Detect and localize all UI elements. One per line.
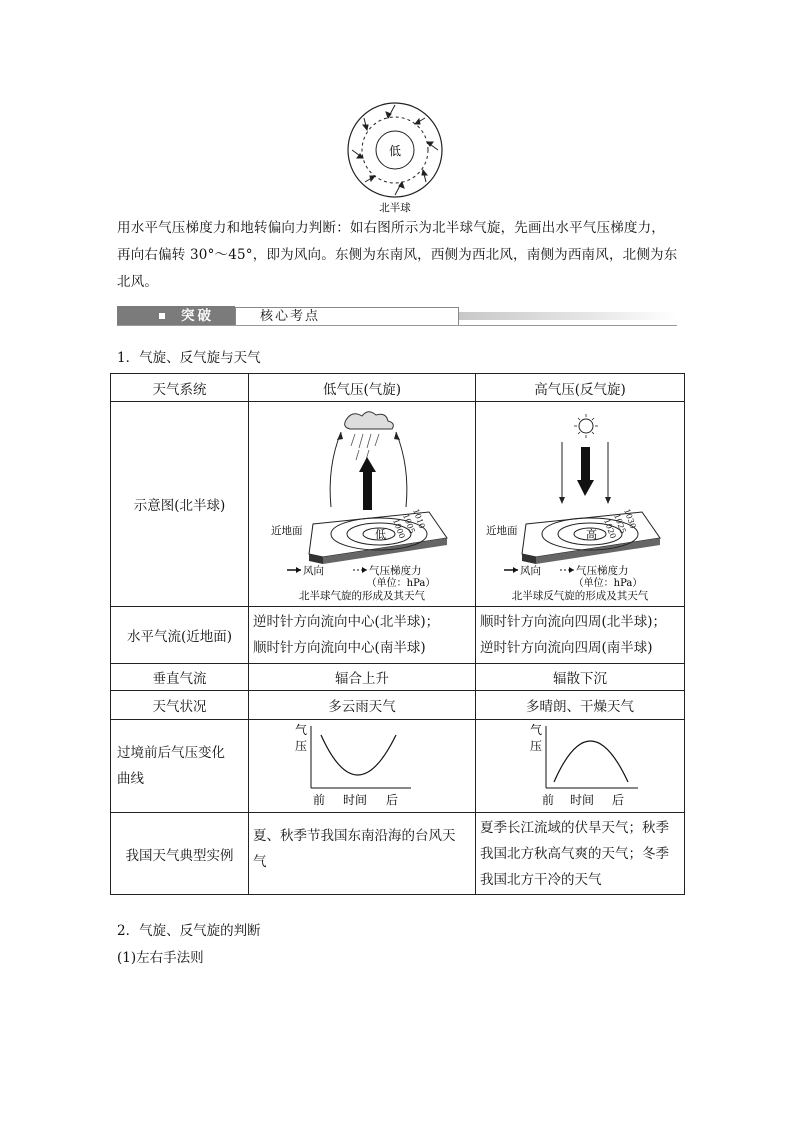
svg-text:北半球反气旋的形成及其天气: 北半球反气旋的形成及其天气 — [511, 590, 648, 602]
weather-table — [110, 373, 685, 895]
svg-text:（单位：hPa）: （单位：hPa） — [573, 578, 642, 589]
high-curve-cell — [476, 720, 685, 813]
svg-text:时间: 时间 — [569, 793, 594, 807]
svg-text:气压梯度力: 气压梯度力 — [369, 565, 422, 577]
svg-text:压: 压 — [529, 739, 542, 753]
example-high-cell: 夏季长江流域的伏旱天气；秋季 我国北方秋高气爽的天气；冬季 我国北方干冷的天气 — [476, 813, 685, 895]
svg-text:后: 后 — [611, 793, 624, 807]
svg-text:低: 低 — [388, 144, 402, 158]
section-banner: 突破 核心考点 — [117, 306, 677, 326]
svg-text:1025: 1025 — [611, 512, 628, 535]
horizontal-low-cell: 逆时针方向流向中心(北半球)； 顺时针方向流向中心(南半球) — [249, 607, 476, 664]
intro-paragraph: 用水平气压梯度力和地转偏向力判断：如右图所示为北半球气旋，先画出水平气压梯度力， 再向右偏转 30°～45°，即为风向。东侧为东南风，西侧为西北风，南侧为西南风，北侧为东 北风。 — [117, 220, 678, 290]
low-pressure-curve — [251, 720, 473, 808]
row-label: 示意图(北半球) — [111, 402, 249, 607]
subsection-title: (1)左右手法则 — [117, 950, 204, 966]
row-label: 天气状况 — [111, 691, 249, 720]
vertical-high-cell: 辐散下沉 — [476, 664, 685, 691]
svg-text:近地面: 近地面 — [271, 525, 303, 537]
low-pressure-diagram-cell — [249, 402, 476, 607]
row-label: 我国天气典型实例 — [111, 813, 249, 895]
weather-high-cell: 多晴朗、干燥天气 — [476, 691, 685, 720]
cyclone-diagram — [345, 100, 445, 215]
low-curve-cell — [249, 720, 476, 813]
section1-title: 1．气旋、反气旋与天气 — [117, 350, 261, 366]
svg-text:风向: 风向 — [519, 565, 541, 577]
svg-text:气压梯度力: 气压梯度力 — [575, 565, 628, 577]
cyclone-formation-diagram — [251, 402, 473, 602]
square-icon — [159, 313, 165, 319]
svg-text:（单位：hPa）: （单位：hPa） — [366, 578, 436, 589]
horizontal-high-cell: 顺时针方向流向四周(北半球)； 逆时针方向流向四周(南半球) — [476, 607, 685, 664]
svg-text:压: 压 — [295, 739, 308, 753]
svg-text:1030: 1030 — [621, 507, 638, 530]
vertical-low-cell: 辐合上升 — [249, 664, 476, 691]
svg-text:后: 后 — [386, 793, 399, 807]
svg-text:高: 高 — [585, 528, 597, 541]
weather-low-cell: 多云雨天气 — [249, 691, 476, 720]
high-pressure-curve — [478, 720, 683, 808]
svg-text:近地面: 近地面 — [485, 525, 517, 537]
row-label: 垂直气流 — [111, 664, 249, 691]
svg-text:前: 前 — [541, 793, 554, 807]
svg-text:低: 低 — [375, 528, 387, 541]
svg-text:时间: 时间 — [343, 793, 368, 807]
svg-text:气: 气 — [295, 723, 308, 737]
svg-text:北半球气旋的形成及其天气: 北半球气旋的形成及其天气 — [299, 590, 426, 602]
svg-text:气: 气 — [529, 723, 542, 737]
header-cell: 高气压(反气旋) — [476, 374, 685, 402]
row-label: 过境前后气压变化 曲线 — [111, 720, 249, 813]
svg-text:1010: 1010 — [411, 507, 427, 530]
figure-caption: 北半球 — [379, 202, 411, 214]
example-low-cell: 夏、秋季节我国东南沿海的台风天 气 — [249, 813, 476, 895]
svg-text:1020: 1020 — [601, 517, 618, 540]
header-cell: 低气压(气旋) — [249, 374, 476, 402]
row-label: 水平气流(近地面) — [111, 607, 249, 664]
header-cell: 天气系统 — [111, 374, 249, 402]
svg-text:前: 前 — [313, 793, 326, 807]
svg-text:1000: 1000 — [391, 517, 407, 540]
section2-title: 2．气旋、反气旋的判断 — [117, 923, 261, 939]
anticyclone-formation-diagram — [478, 402, 683, 602]
high-pressure-diagram-cell — [476, 402, 685, 607]
svg-text:1005: 1005 — [401, 512, 417, 535]
svg-text:风向: 风向 — [303, 565, 325, 577]
